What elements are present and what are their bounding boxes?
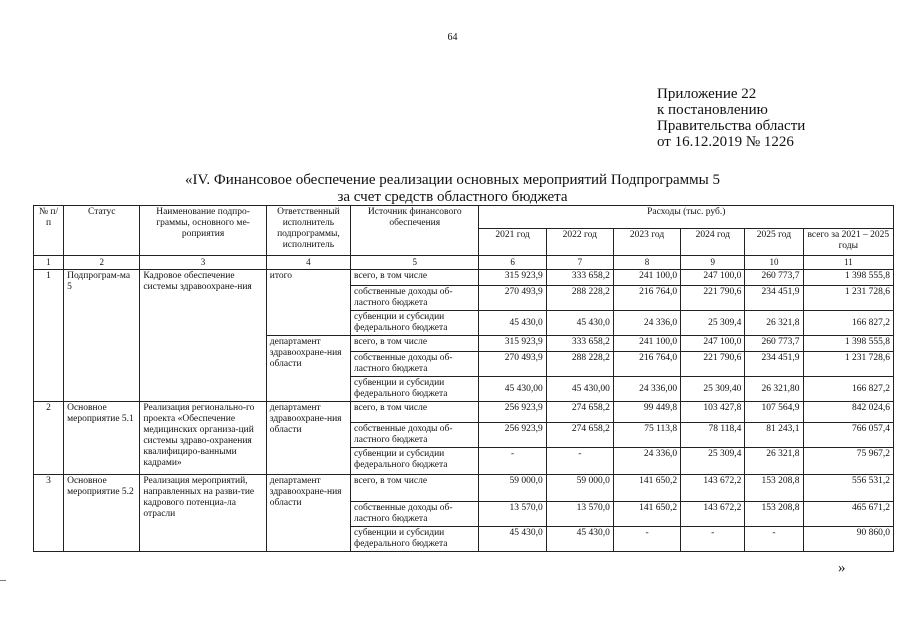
row-num: 1 [34, 270, 64, 402]
margin-mark [0, 580, 6, 581]
value-cell: 26 321,8 [745, 311, 803, 336]
table-row [34, 402, 894, 423]
document-title [0, 172, 905, 206]
value-cell: 241 100,0 [613, 270, 680, 286]
index-cell: 6 [479, 256, 546, 270]
value-cell: 25 309,40 [681, 377, 745, 402]
value-cell: 260 773,7 [745, 270, 803, 286]
value-cell: 221 790,6 [681, 286, 745, 311]
value-cell: 1 231 728,6 [803, 286, 893, 311]
value-cell: 75 113,8 [613, 423, 680, 448]
value-cell: - [745, 527, 803, 552]
value-cell: 247 100,0 [681, 336, 745, 352]
value-cell: 24 336,00 [613, 377, 680, 402]
value-cell: 288 228,2 [546, 352, 613, 377]
value-cell: 26 321,8 [745, 448, 803, 475]
index-cell: 1 [34, 256, 64, 270]
value-cell: 103 427,8 [681, 402, 745, 423]
row-source: субвенции и субсидии федерального бюджета [351, 377, 479, 402]
value-cell: 234 451,9 [745, 352, 803, 377]
row-source: субвенции и субсидии федерального бюджета [351, 448, 479, 475]
row-source: всего, в том числе [351, 402, 479, 423]
value-cell: 315 923,9 [479, 270, 546, 286]
value-cell: 75 967,2 [803, 448, 893, 475]
value-cell: - [479, 448, 546, 475]
value-cell: 1 398 555,8 [803, 336, 893, 352]
value-cell: 556 531,2 [803, 475, 893, 502]
index-row [34, 256, 894, 270]
value-cell: 260 773,7 [745, 336, 803, 352]
title-line-2: за счет средств областного бюджета [337, 189, 568, 205]
value-cell: 241 100,0 [613, 336, 680, 352]
value-cell: - [546, 448, 613, 475]
appendix-header [657, 86, 805, 150]
value-cell: 24 336,0 [613, 311, 680, 336]
value-cell: 288 228,2 [546, 286, 613, 311]
header-row [34, 206, 894, 229]
page-number: 64 [447, 32, 458, 43]
value-cell: 465 671,2 [803, 502, 893, 527]
row-status: Основное мероприятие 5.1 [64, 402, 140, 475]
value-cell: 221 790,6 [681, 352, 745, 377]
header-expenses: Расходы (тыс. руб.) [479, 206, 894, 229]
value-cell: 247 100,0 [681, 270, 745, 286]
header-year-2021: 2021 год [479, 229, 546, 256]
value-cell: - [681, 527, 745, 552]
value-cell: 59 000,0 [546, 475, 613, 502]
value-cell: 78 118,4 [681, 423, 745, 448]
index-cell: 7 [546, 256, 613, 270]
value-cell: 59 000,0 [479, 475, 546, 502]
title-line-1: «IV. Финансовое обеспечение реализации основных мероприятий Подпрограммы 5 [184, 172, 720, 188]
header-source: Источник финансового обеспечения [351, 206, 479, 256]
value-cell: 1 398 555,8 [803, 270, 893, 286]
value-cell: 45 430,0 [546, 311, 613, 336]
header-year-total: всего за 2021 – 2025 годы [803, 229, 893, 256]
value-cell: - [613, 527, 680, 552]
row-source: собственные доходы об-ластного бюджета [351, 286, 479, 311]
value-cell: 141 650,2 [613, 475, 680, 502]
row-responsible: департамент здравоохране-ния области [266, 336, 350, 402]
value-cell: 166 827,2 [803, 311, 893, 336]
row-source: субвенции и субсидии федерального бюджета [351, 311, 479, 336]
financing-table [33, 205, 894, 552]
value-cell: 1 231 728,6 [803, 352, 893, 377]
value-cell: 13 570,0 [479, 502, 546, 527]
value-cell: 270 493,9 [479, 352, 546, 377]
value-cell: 24 336,0 [613, 448, 680, 475]
value-cell: 45 430,00 [479, 377, 546, 402]
value-cell: 274 658,2 [546, 423, 613, 448]
value-cell: 26 321,80 [745, 377, 803, 402]
value-cell: 143 672,2 [681, 502, 745, 527]
value-cell: 13 570,0 [546, 502, 613, 527]
appendix-line-4: от 16.12.2019 № 1226 [657, 134, 794, 150]
row-source: всего, в том числе [351, 270, 479, 286]
header-year-2023: 2023 год [613, 229, 680, 256]
value-cell: 25 309,4 [681, 311, 745, 336]
row-num: 2 [34, 402, 64, 475]
closing-quote-mark: » [838, 560, 846, 576]
index-cell: 9 [681, 256, 745, 270]
value-cell: 153 208,8 [745, 475, 803, 502]
value-cell: 99 449,8 [613, 402, 680, 423]
header-num: № п/п [34, 206, 64, 256]
table-row [34, 270, 894, 286]
value-cell: 90 860,0 [803, 527, 893, 552]
row-responsible: департамент здравоохране-ния области [266, 402, 350, 475]
table-row [34, 475, 894, 502]
row-source: собственные доходы об-ластного бюджета [351, 352, 479, 377]
value-cell: 842 024,6 [803, 402, 893, 423]
value-cell: 45 430,0 [479, 527, 546, 552]
header-year-2025: 2025 год [745, 229, 803, 256]
row-source: субвенции и субсидии федерального бюджета [351, 527, 479, 552]
index-cell: 5 [351, 256, 479, 270]
value-cell: 141 650,2 [613, 502, 680, 527]
value-cell: 315 923,9 [479, 336, 546, 352]
value-cell: 107 564,9 [745, 402, 803, 423]
row-status: Подпрограм-ма 5 [64, 270, 140, 402]
index-cell: 3 [140, 256, 266, 270]
value-cell: 256 923,9 [479, 423, 546, 448]
row-source: всего, в том числе [351, 336, 479, 352]
row-responsible: итого [266, 270, 350, 336]
index-cell: 8 [613, 256, 680, 270]
row-source: собственные доходы об-ластного бюджета [351, 423, 479, 448]
row-num: 3 [34, 475, 64, 552]
value-cell: 25 309,4 [681, 448, 745, 475]
header-status: Статус [64, 206, 140, 256]
value-cell: 153 208,8 [745, 502, 803, 527]
value-cell: 256 923,9 [479, 402, 546, 423]
value-cell: 216 764,0 [613, 352, 680, 377]
header-year-2024: 2024 год [681, 229, 745, 256]
appendix-line-2: к постановлению [657, 102, 768, 118]
value-cell: 333 658,2 [546, 336, 613, 352]
appendix-line-1: Приложение 22 [657, 86, 757, 102]
row-source: всего, в том числе [351, 475, 479, 502]
row-status: Основное мероприятие 5.2 [64, 475, 140, 552]
row-name: Реализация мероприятий, направленных на разви-тие кадрового потенциа-ла отрасли [140, 475, 266, 552]
index-cell: 2 [64, 256, 140, 270]
row-name: Кадровое обеспечение системы здравоохране-ния [140, 270, 266, 402]
value-cell: 143 672,2 [681, 475, 745, 502]
value-cell: 81 243,1 [745, 423, 803, 448]
value-cell: 45 430,00 [546, 377, 613, 402]
value-cell: 274 658,2 [546, 402, 613, 423]
appendix-line-3: Правительства области [657, 118, 806, 134]
row-name: Реализация регионально-го проекта «Обеспечение медицинских организа-ций системы здраво-охранения квалифициро-ванными кадрами» [140, 402, 266, 475]
value-cell: 216 764,0 [613, 286, 680, 311]
value-cell: 270 493,9 [479, 286, 546, 311]
index-cell: 11 [803, 256, 893, 270]
index-cell: 10 [745, 256, 803, 270]
header-year-2022: 2022 год [546, 229, 613, 256]
header-responsible: Ответственный исполнитель подпрограммы, исполнитель [266, 206, 350, 256]
value-cell: 333 658,2 [546, 270, 613, 286]
value-cell: 45 430,0 [546, 527, 613, 552]
row-source: собственные доходы об-ластного бюджета [351, 502, 479, 527]
value-cell: 234 451,9 [745, 286, 803, 311]
value-cell: 766 057,4 [803, 423, 893, 448]
row-responsible: департамент здравоохране-ния области [266, 475, 350, 552]
header-name: Наименование подпро-граммы, основного ме-роприятия [140, 206, 266, 256]
value-cell: 45 430,0 [479, 311, 546, 336]
value-cell: 166 827,2 [803, 377, 893, 402]
index-cell: 4 [266, 256, 350, 270]
